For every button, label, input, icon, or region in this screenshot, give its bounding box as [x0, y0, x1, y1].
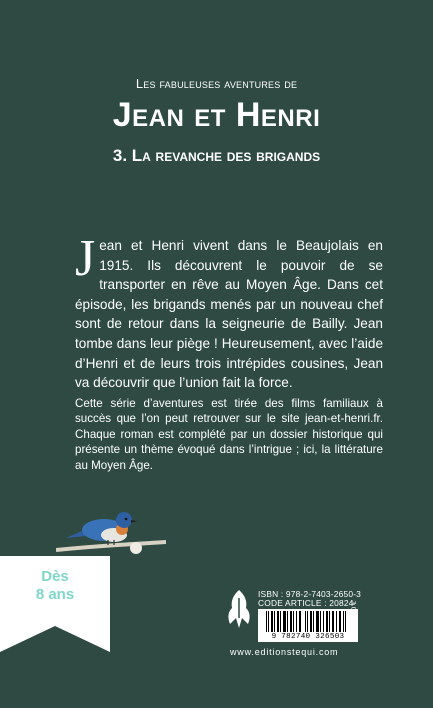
isbn: ISBN : 978-2-7403-2650-3: [258, 589, 362, 599]
bird-illustration: [56, 498, 166, 562]
barcode-digits: 9 782740 326503: [258, 632, 358, 642]
synopsis: [75, 230, 383, 393]
series-line: Les fabuleuses aventures de: [135, 76, 298, 91]
series-info: Cette série d’aventures est tirée des films familiaux à succès que l’on peut retrouver sur le site jean-et-henri.fr. Chaque roman est complété par un dossier historique qui présente un thème évoqué dans l’intrigue ; ici, la littérature au Moyen Âge.: [75, 397, 383, 472]
synopsis-text: ean et Henri vivent dans le Beaujolais en 1915. Ils découvrent le pouvoir de se transporter en rêve au Moyen Âge. Dans cet épisode, les brigands menés par un nouveau chef sont de retour dans la seigneurie de Bailly. Jean tombe dans leur piège ! Heureusement, avec l’aide d’Henri et de leurs trois intrépides cousines, Jean va découvrir que l’union fait la force.: [75, 238, 383, 391]
synopsis-dropcap: J: [75, 230, 96, 287]
price: 13,90 €: [351, 601, 358, 623]
age-line-2: 8 ans: [35, 586, 75, 603]
book-title: Jean et Henri: [112, 96, 321, 134]
age-badge: [0, 568, 110, 604]
publisher-website: www.editionstequi.com: [230, 647, 339, 657]
age-line-1: Dès: [41, 568, 69, 585]
code-article: CODE ARTICLE : 20824: [258, 598, 354, 608]
publisher-logo-icon: [224, 588, 254, 630]
book-subtitle: 3. La revanche des brigands: [112, 146, 321, 165]
